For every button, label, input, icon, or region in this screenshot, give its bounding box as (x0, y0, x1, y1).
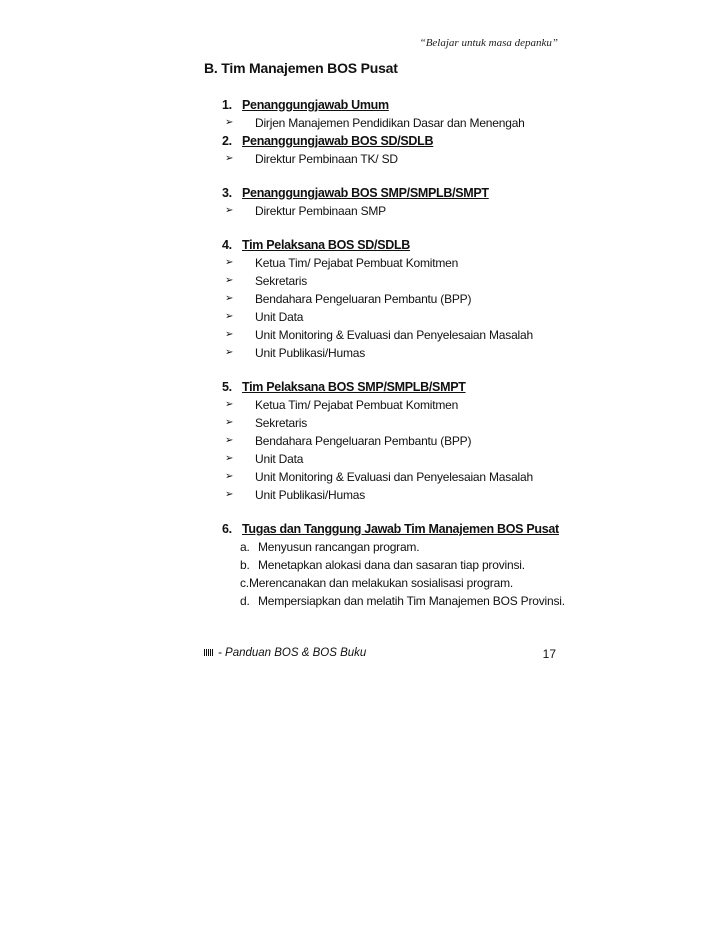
barcode-icon (204, 647, 214, 659)
arrow-bullet-icon: ➢ (225, 311, 234, 322)
arrow-bullet-icon: ➢ (225, 453, 234, 464)
list-item: ➢ Unit Publikasi/Humas (225, 488, 366, 502)
list-item: c.Merencanakan dan melakukan sosialisasi program. (240, 576, 514, 590)
arrow-bullet-icon: ➢ (225, 471, 234, 482)
group-3 (222, 184, 582, 220)
arrow-bullet-icon: ➢ (225, 205, 234, 216)
arrow-bullet-icon: ➢ (225, 153, 234, 164)
group-number: 4. (222, 238, 232, 252)
list-item: d. Mempersiapkan dan melatih Tim Manajemen BOS Provinsi. (240, 594, 565, 608)
list-item: ➢ Bendahara Pengeluaran Pembantu (BPP) (225, 434, 472, 448)
content (222, 96, 582, 610)
section-title: B. Tim Manajemen BOS Pusat (204, 60, 398, 76)
list-item: ➢ Ketua Tim/ Pejabat Pembuat Komitmen (225, 256, 459, 270)
arrow-bullet-icon: ➢ (225, 293, 234, 304)
list-item: b. Menetapkan alokasi dana dan sasaran tiap provinsi. (240, 558, 525, 572)
group-number: 5. (222, 380, 232, 394)
group-heading (222, 378, 582, 396)
arrow-bullet-icon: ➢ (225, 329, 234, 340)
list-item: ➢ Unit Publikasi/Humas (225, 346, 366, 360)
bullet-list (222, 254, 582, 362)
bullet-list (222, 150, 582, 168)
bullet-list (222, 202, 582, 220)
arrow-bullet-icon: ➢ (225, 347, 234, 358)
arrow-bullet-icon: ➢ (225, 489, 234, 500)
group-title: Tim Pelaksana BOS SD/SDLB (242, 238, 411, 252)
group-title: Penanggungjawab Umum (242, 98, 389, 112)
lettered-list (222, 538, 582, 610)
group-number: 6. (222, 522, 232, 536)
arrow-bullet-icon: ➢ (225, 417, 234, 428)
group-heading (222, 184, 582, 202)
group-title: Tugas dan Tanggung Jawab Tim Manajemen BOS Pusat (242, 522, 559, 536)
group-heading (222, 236, 582, 254)
list-item: ➢ Unit Data (225, 310, 304, 324)
page-footer (204, 647, 556, 659)
bullet-list (222, 114, 582, 132)
group-1 (222, 96, 582, 132)
list-item: a. Menyusun rancangan program. (240, 540, 420, 554)
arrow-bullet-icon: ➢ (225, 399, 234, 410)
group-number: 1. (222, 98, 232, 112)
list-item: ➢ Unit Data (225, 452, 304, 466)
arrow-bullet-icon: ➢ (225, 117, 234, 128)
bullet-list (222, 396, 582, 504)
list-item: ➢ Dirjen Manajemen Pendidikan Dasar dan Menengah (225, 116, 525, 130)
page-tagline: “Belajar untuk masa depanku” (419, 37, 558, 49)
arrow-bullet-icon: ➢ (225, 275, 234, 286)
group-title: Penanggungjawab BOS SMP/SMPLB/SMPT (242, 186, 489, 200)
list-item: ➢ Direktur Pembinaan TK/ SD (225, 152, 398, 166)
list-item: ➢ Unit Monitoring & Evaluasi dan Penyelesaian Masalah (225, 470, 533, 484)
arrow-bullet-icon: ➢ (225, 435, 234, 446)
group-5 (222, 378, 582, 504)
group-number: 2. (222, 134, 232, 148)
list-item: ➢ Unit Monitoring & Evaluasi dan Penyelesaian Masalah (225, 328, 533, 342)
list-item: ➢ Direktur Pembinaan SMP (225, 204, 386, 218)
group-title: Penanggungjawab BOS SD/SDLB (242, 134, 434, 148)
group-2 (222, 132, 582, 168)
arrow-bullet-icon: ➢ (225, 257, 234, 268)
list-item: ➢ Sekretaris (225, 274, 308, 288)
group-6-duties (222, 520, 582, 610)
group-heading (222, 96, 582, 114)
list-item: ➢ Sekretaris (225, 416, 308, 430)
group-heading (222, 520, 582, 538)
group-4 (222, 236, 582, 362)
footer-title: - Panduan BOS & BOS Buku (218, 647, 367, 660)
list-item: ➢ Ketua Tim/ Pejabat Pembuat Komitmen (225, 398, 459, 412)
page-number: 17 (542, 647, 556, 661)
list-item: ➢ Bendahara Pengeluaran Pembantu (BPP) (225, 292, 472, 306)
group-title: Tim Pelaksana BOS SMP/SMPLB/SMPT (242, 380, 466, 394)
group-number: 3. (222, 186, 232, 200)
group-heading (222, 132, 582, 150)
